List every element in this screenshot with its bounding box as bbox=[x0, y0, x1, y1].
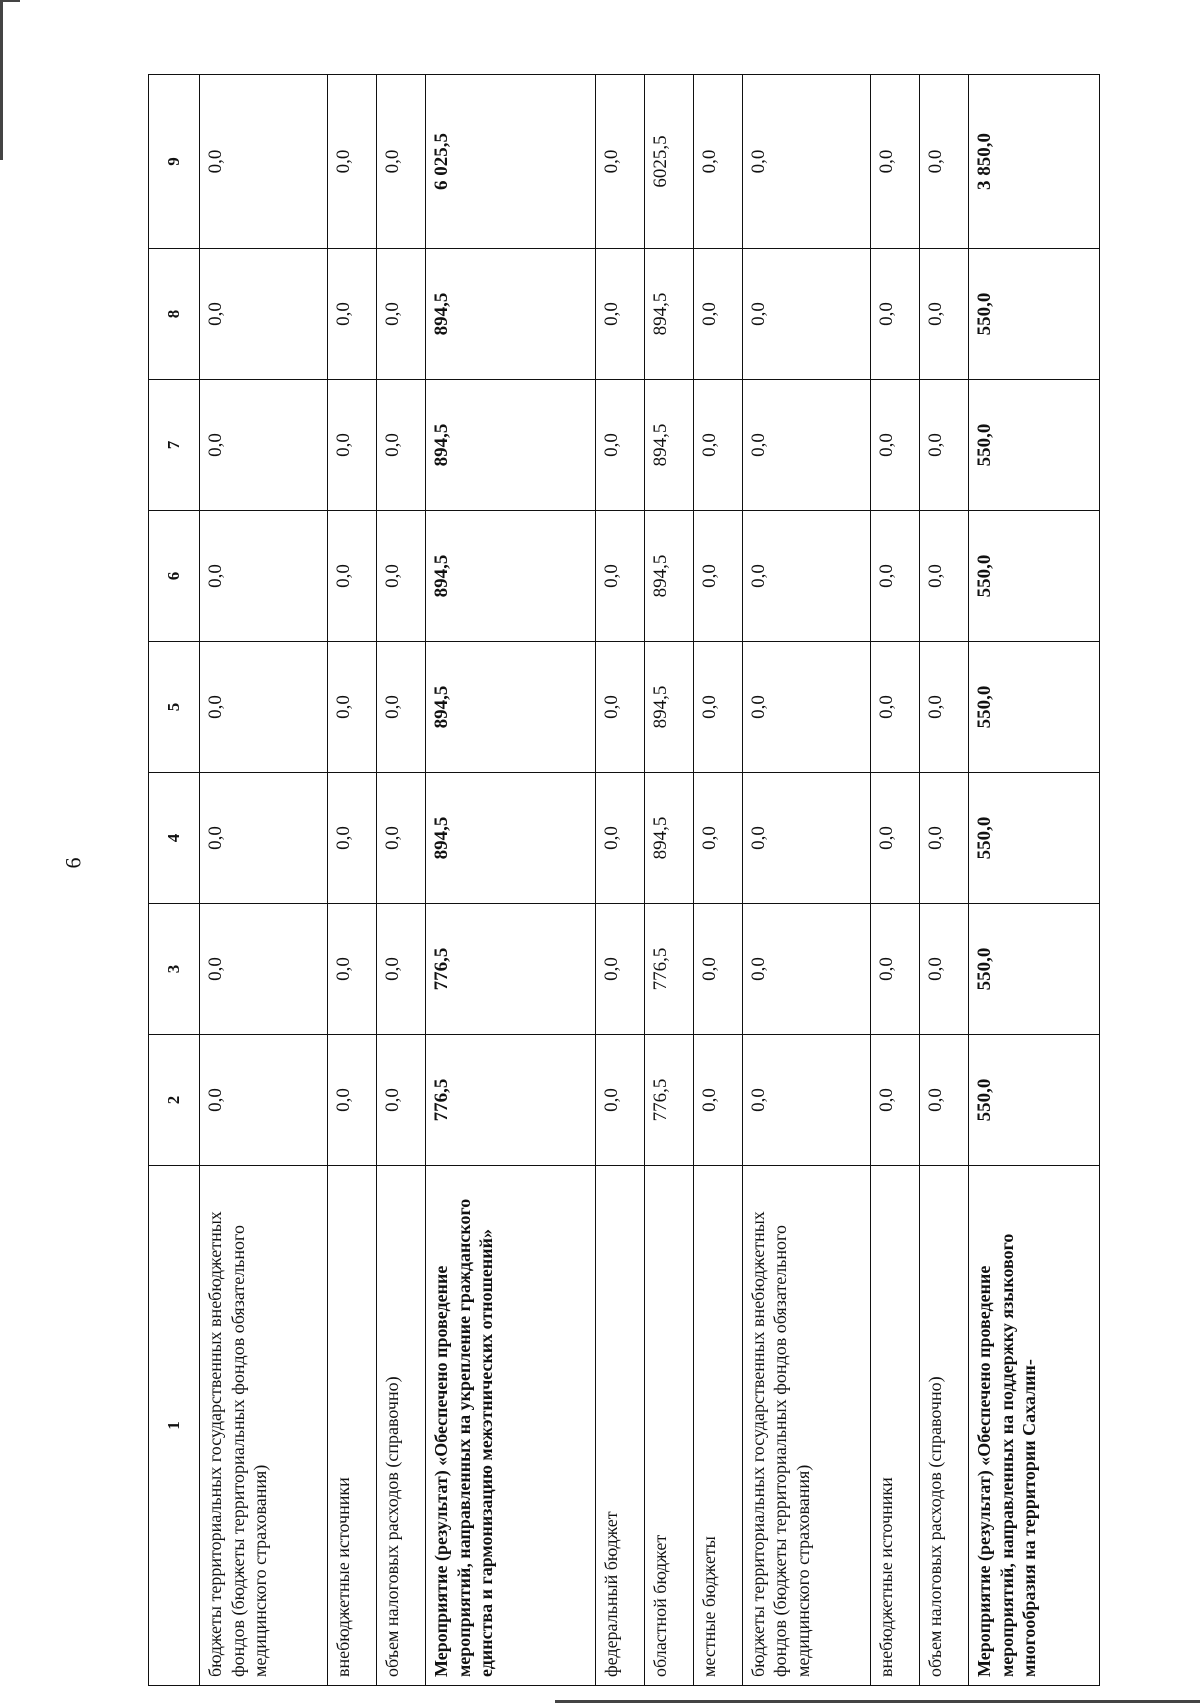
value-cell: 0,0 bbox=[328, 511, 377, 642]
value-cell: 0,0 bbox=[742, 1035, 870, 1166]
value-cell: 0,0 bbox=[693, 75, 742, 249]
value-cell: 550,0 bbox=[969, 511, 1100, 642]
column-header-8: 8 bbox=[149, 249, 200, 380]
value-cell: 0,0 bbox=[742, 249, 870, 380]
table-row bbox=[200, 75, 328, 1686]
column-header-6: 6 bbox=[149, 511, 200, 642]
value-cell: 0,0 bbox=[200, 642, 328, 773]
value-cell: 776,5 bbox=[644, 904, 693, 1035]
value-cell: 6025,5 bbox=[644, 75, 693, 249]
value-cell: 0,0 bbox=[871, 642, 920, 773]
value-cell: 0,0 bbox=[200, 511, 328, 642]
column-header-3: 3 bbox=[149, 904, 200, 1035]
value-cell: 0,0 bbox=[742, 380, 870, 511]
table-row bbox=[693, 75, 742, 1686]
value-cell: 0,0 bbox=[377, 904, 426, 1035]
value-cell: 0,0 bbox=[595, 511, 644, 642]
value-cell: 894,5 bbox=[644, 249, 693, 380]
value-cell: 0,0 bbox=[871, 904, 920, 1035]
column-header-1: 1 bbox=[149, 1166, 200, 1686]
column-header-9: 9 bbox=[149, 75, 200, 249]
value-cell: 0,0 bbox=[200, 75, 328, 249]
value-cell: 0,0 bbox=[920, 511, 969, 642]
value-cell: 550,0 bbox=[969, 249, 1100, 380]
value-cell: 0,0 bbox=[871, 773, 920, 904]
value-cell: 0,0 bbox=[871, 380, 920, 511]
value-cell: 0,0 bbox=[920, 1035, 969, 1166]
row-label-cell: бюджеты территориальных государственных внебюджетных фондов (бюджеты территориальных фондов обязательного медицинского страхования) bbox=[200, 1166, 328, 1686]
page-number: 6 bbox=[60, 857, 86, 869]
value-cell: 0,0 bbox=[595, 904, 644, 1035]
value-cell: 6 025,5 bbox=[426, 75, 595, 249]
table-body bbox=[200, 75, 1100, 1686]
value-cell: 550,0 bbox=[969, 904, 1100, 1035]
value-cell: 0,0 bbox=[693, 773, 742, 904]
value-cell: 0,0 bbox=[328, 773, 377, 904]
table-row bbox=[377, 75, 426, 1686]
value-cell: 0,0 bbox=[200, 249, 328, 380]
value-cell: 0,0 bbox=[871, 249, 920, 380]
value-cell: 0,0 bbox=[595, 380, 644, 511]
value-cell: 550,0 bbox=[969, 642, 1100, 773]
value-cell: 0,0 bbox=[693, 642, 742, 773]
row-label-cell: бюджеты территориальных государственных внебюджетных фондов (бюджеты территориальных фондов обязательного медицинского страхования) bbox=[742, 1166, 870, 1686]
value-cell: 0,0 bbox=[595, 773, 644, 904]
value-cell: 550,0 bbox=[969, 1035, 1100, 1166]
value-cell: 0,0 bbox=[693, 249, 742, 380]
value-cell: 894,5 bbox=[644, 773, 693, 904]
value-cell: 0,0 bbox=[693, 904, 742, 1035]
scan-edge-mark bbox=[0, 0, 20, 2]
table-row bbox=[426, 75, 595, 1686]
table-row bbox=[969, 75, 1100, 1686]
value-cell: 894,5 bbox=[426, 511, 595, 642]
value-cell: 550,0 bbox=[969, 773, 1100, 904]
value-cell: 0,0 bbox=[200, 380, 328, 511]
table-row bbox=[742, 75, 870, 1686]
value-cell: 0,0 bbox=[328, 249, 377, 380]
value-cell: 0,0 bbox=[871, 1035, 920, 1166]
budget-table bbox=[148, 74, 1100, 1686]
value-cell: 0,0 bbox=[328, 1035, 377, 1166]
value-cell: 0,0 bbox=[200, 904, 328, 1035]
value-cell: 0,0 bbox=[328, 642, 377, 773]
row-label-cell: федеральный бюджет bbox=[595, 1166, 644, 1686]
value-cell: 0,0 bbox=[377, 75, 426, 249]
value-cell: 894,5 bbox=[426, 249, 595, 380]
value-cell: 894,5 bbox=[426, 773, 595, 904]
value-cell: 776,5 bbox=[426, 904, 595, 1035]
column-header-4: 4 bbox=[149, 773, 200, 904]
value-cell: 0,0 bbox=[595, 642, 644, 773]
value-cell: 0,0 bbox=[200, 1035, 328, 1166]
value-cell: 0,0 bbox=[742, 75, 870, 249]
row-label-cell: Мероприятие (результат) «Обеспечено проведение мероприятий, направленных на поддержку языкового многообразия на территории Сахалин- bbox=[969, 1166, 1100, 1686]
header-row bbox=[149, 75, 200, 1686]
column-header-5: 5 bbox=[149, 642, 200, 773]
value-cell: 0,0 bbox=[920, 773, 969, 904]
value-cell: 0,0 bbox=[595, 75, 644, 249]
table-row bbox=[328, 75, 377, 1686]
value-cell: 0,0 bbox=[920, 904, 969, 1035]
row-label-cell: областной бюджет bbox=[644, 1166, 693, 1686]
value-cell: 0,0 bbox=[328, 75, 377, 249]
value-cell: 0,0 bbox=[920, 249, 969, 380]
column-header-7: 7 bbox=[149, 380, 200, 511]
value-cell: 0,0 bbox=[742, 511, 870, 642]
value-cell: 776,5 bbox=[426, 1035, 595, 1166]
scan-edge-mark bbox=[555, 1700, 1200, 1703]
value-cell: 0,0 bbox=[742, 904, 870, 1035]
value-cell: 776,5 bbox=[644, 1035, 693, 1166]
value-cell: 0,0 bbox=[693, 511, 742, 642]
value-cell: 894,5 bbox=[426, 380, 595, 511]
value-cell: 0,0 bbox=[742, 642, 870, 773]
value-cell: 894,5 bbox=[644, 511, 693, 642]
value-cell: 0,0 bbox=[377, 511, 426, 642]
value-cell: 0,0 bbox=[377, 249, 426, 380]
value-cell: 0,0 bbox=[328, 904, 377, 1035]
row-label-cell: внебюджетные источники bbox=[871, 1166, 920, 1686]
value-cell: 0,0 bbox=[377, 642, 426, 773]
value-cell: 0,0 bbox=[871, 511, 920, 642]
scan-edge-mark bbox=[0, 0, 3, 160]
value-cell: 0,0 bbox=[920, 642, 969, 773]
value-cell: 0,0 bbox=[328, 380, 377, 511]
value-cell: 0,0 bbox=[693, 380, 742, 511]
value-cell: 894,5 bbox=[426, 642, 595, 773]
value-cell: 0,0 bbox=[871, 75, 920, 249]
value-cell: 0,0 bbox=[377, 773, 426, 904]
row-label-cell: местные бюджеты bbox=[693, 1166, 742, 1686]
value-cell: 894,5 bbox=[644, 380, 693, 511]
row-label-cell: объем налоговых расходов (справочно) bbox=[377, 1166, 426, 1686]
table-row bbox=[644, 75, 693, 1686]
value-cell: 894,5 bbox=[644, 642, 693, 773]
value-cell: 0,0 bbox=[377, 1035, 426, 1166]
value-cell: 550,0 bbox=[969, 380, 1100, 511]
value-cell: 0,0 bbox=[595, 1035, 644, 1166]
row-label-cell: внебюджетные источники bbox=[328, 1166, 377, 1686]
value-cell: 0,0 bbox=[377, 380, 426, 511]
value-cell: 0,0 bbox=[920, 75, 969, 249]
row-label-cell: объем налоговых расходов (справочно) bbox=[920, 1166, 969, 1686]
value-cell: 0,0 bbox=[693, 1035, 742, 1166]
value-cell: 0,0 bbox=[742, 773, 870, 904]
budget-table-wrapper bbox=[148, 75, 1100, 1686]
value-cell: 3 850,0 bbox=[969, 75, 1100, 249]
value-cell: 0,0 bbox=[200, 773, 328, 904]
table-row bbox=[595, 75, 644, 1686]
table-row bbox=[920, 75, 969, 1686]
column-header-2: 2 bbox=[149, 1035, 200, 1166]
value-cell: 0,0 bbox=[595, 249, 644, 380]
row-label-cell: Мероприятие (результат) «Обеспечено проведение мероприятий, направленных на укрепление гражданского единства и гармонизацию межэтнических отношений» bbox=[426, 1166, 595, 1686]
value-cell: 0,0 bbox=[920, 380, 969, 511]
table-row bbox=[871, 75, 920, 1686]
